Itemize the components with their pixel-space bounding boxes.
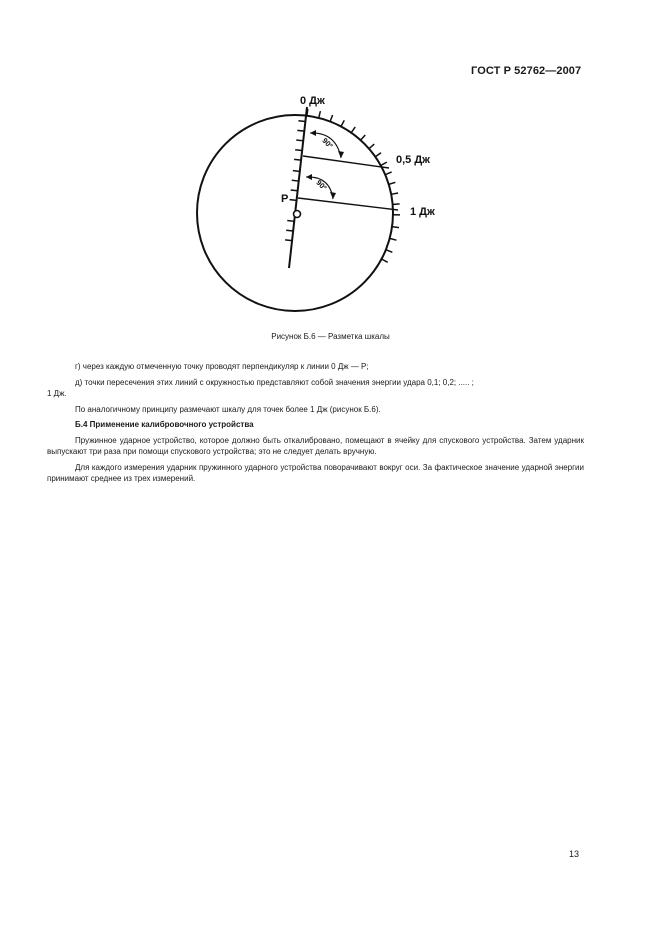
axis-ticks xyxy=(285,121,305,241)
paragraph-analog: По аналогичному принципу размечают шкалу для точек более 1 Дж (рисунок Б.6). xyxy=(75,404,381,414)
label-angle-mid: 90° xyxy=(314,178,329,193)
circle-tick xyxy=(390,238,397,240)
arrow-top-a xyxy=(338,151,344,158)
circle-tick xyxy=(351,127,355,133)
axis-tick xyxy=(297,130,304,131)
circle-tick xyxy=(392,227,399,228)
page-number: 13 xyxy=(569,849,580,859)
label-zero-j: 0 Дж xyxy=(300,95,325,107)
axis-tick xyxy=(285,240,292,241)
item-d: д) точки пересечения этих линий с окружностью представляют собой значения энергии удара 0,1; 0,2; ..... ; xyxy=(75,377,474,387)
axis-tick xyxy=(286,230,293,231)
circle-tick xyxy=(375,153,381,157)
circle-tick xyxy=(385,172,391,175)
circle-tick xyxy=(381,162,387,165)
axis-tick xyxy=(295,150,302,151)
label-one-j: 1 Дж xyxy=(410,206,435,218)
label-angle-top: 90° xyxy=(320,136,335,151)
axis-tick xyxy=(293,171,300,172)
axis-tick xyxy=(296,140,303,141)
label-point-p: P xyxy=(281,193,289,205)
circle-tick xyxy=(389,182,396,184)
arrow-top-b xyxy=(310,130,316,136)
document-code-header: ГОСТ Р 52762—2007 xyxy=(471,65,582,77)
circle-tick xyxy=(393,204,400,205)
axis-tick xyxy=(291,190,298,191)
circle-tick xyxy=(330,115,333,122)
paragraph-1: Пружинное ударное устройство, которое должно быть откалибровано, помещают в ячейку для спускового устройства. Затем ударник выпускают три раза при помощи спускового устройства; это не следует делать вручную. xyxy=(47,435,584,456)
figure-caption: Рисунок Б.6 — Разметка шкалы xyxy=(271,332,390,341)
circle-tick xyxy=(369,144,374,149)
axis-tick xyxy=(292,180,299,181)
circle-tick xyxy=(307,109,308,116)
circle-tick xyxy=(341,120,344,126)
axis-tick xyxy=(287,221,294,222)
item-d-continuation: 1 Дж. xyxy=(47,389,67,398)
axis-tick xyxy=(298,121,305,122)
body-text xyxy=(47,361,584,489)
circle-tick xyxy=(361,135,366,140)
arrow-mid-b xyxy=(306,174,312,180)
label-half-j: 0,5 Дж xyxy=(396,154,430,166)
point-p-marker xyxy=(294,211,301,218)
item-g: г) через каждую отмеченную точку проводят перпендикуляр к линии 0 Дж — P; xyxy=(75,362,369,371)
circle-tick xyxy=(386,250,392,253)
axis-tick xyxy=(290,200,297,201)
section-heading: Б.4 Применение калибровочного устройства xyxy=(75,420,254,429)
circle-tick xyxy=(319,111,321,118)
axis-tick xyxy=(294,159,301,160)
paragraph-2: Для каждого измерения ударник пружинного ударного устройства поворачивают вокруг оси. За фактическое значение ударной энергии принимают среднее из трех измерений. xyxy=(47,462,584,483)
circle-tick xyxy=(382,259,388,262)
arrow-mid-a xyxy=(330,192,336,199)
circle-tick xyxy=(391,193,398,194)
perpendicular-one xyxy=(298,198,398,210)
scale-marking-figure xyxy=(0,0,661,330)
